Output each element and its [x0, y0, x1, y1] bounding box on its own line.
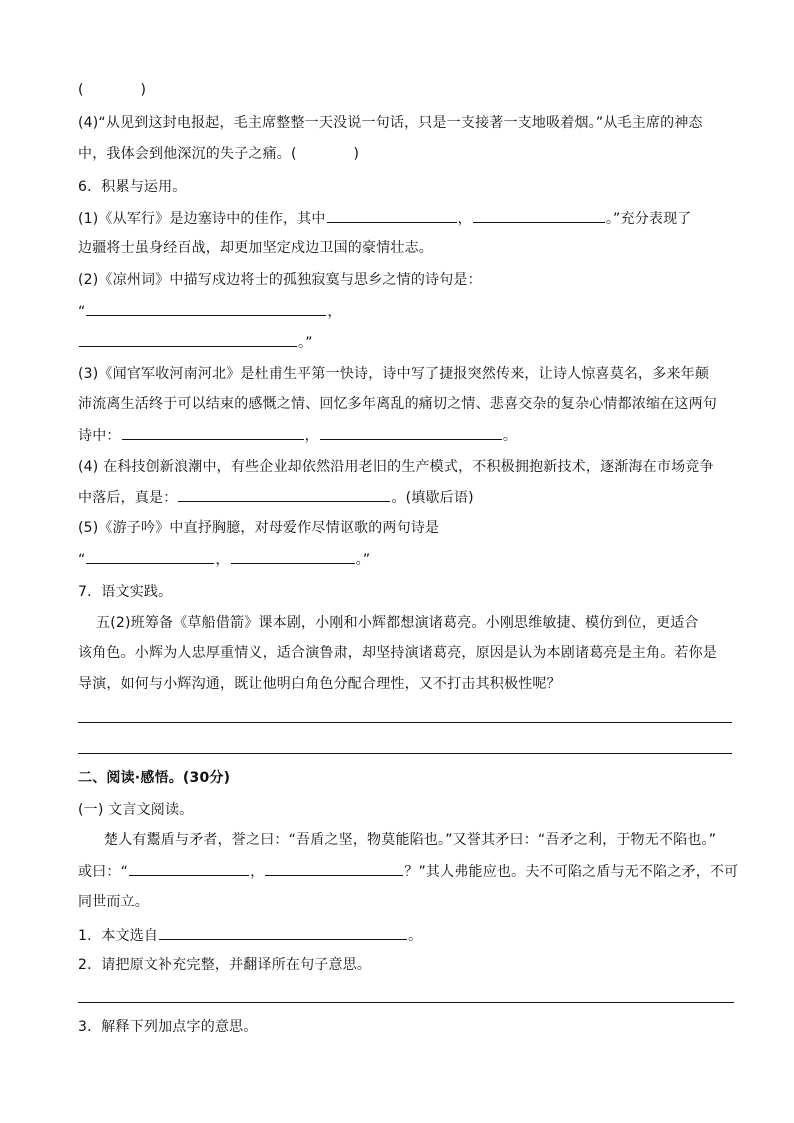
classical-text-line3: 同世而立。 [78, 894, 149, 910]
q6-item2-line2 [78, 301, 342, 322]
answer-blank[interactable] [86, 549, 214, 564]
reading-q1 [78, 925, 422, 946]
answer-blank[interactable] [86, 301, 326, 316]
answer-paren-line: ( ) [78, 82, 147, 98]
answer-line[interactable] [78, 1002, 734, 1003]
answer-blank[interactable] [159, 925, 407, 940]
answer-blank[interactable] [122, 425, 304, 440]
q7-para-line3: 导演，如何与小辉沟通，既让他明白角色分配合理性，又不打击其积极性呢？ [78, 676, 561, 692]
classical-text-line2 [78, 861, 738, 882]
answer-blank[interactable] [129, 861, 249, 876]
reading-q1-text: 1．本文选自 [78, 928, 159, 944]
open-quote: “ [78, 304, 86, 320]
q7-title: 7．语文实践。 [78, 584, 173, 600]
q6-item5-line2 [78, 549, 370, 570]
section-title: 二、阅读·感悟。(30分) [78, 770, 231, 786]
classical-text-tail: ？”其人弗能应也。夫不可陷之盾与无不陷之矛，不可 [404, 864, 739, 880]
q7-para-line2: 该角色。小辉为人忠厚重情义，适合演鲁肃，却坚持演诸葛亮，原因是认为本剧诸葛亮是主角。若你是 [78, 645, 717, 661]
answer-line[interactable] [78, 753, 732, 754]
separator: ， [304, 428, 319, 444]
period: 。 [408, 928, 423, 944]
answer-blank[interactable] [79, 332, 297, 347]
answer-blank[interactable] [265, 861, 403, 876]
answer-blank[interactable] [178, 487, 390, 502]
q6-item3-text: 诗中： [78, 428, 121, 444]
separator: ， [215, 552, 230, 568]
separator: ， [250, 864, 265, 880]
q6-item1-line1 [78, 208, 692, 229]
answer-blank[interactable] [473, 208, 605, 223]
close-quote: 。” [298, 335, 313, 351]
q6-item4-line1: (4) 在科技创新浪潮中，有些企业却依然沿用老旧的生产模式，不积极拥抱新技术，逐渐海在市场竞争 [78, 459, 714, 475]
q6-item3-line2: 沛流离生活终于可以结束的感慨之情、回忆多年离乱的痛切之情、悲喜交杂的复杂心情都浓缩在这两句 [78, 396, 717, 412]
q7-para-line1: 五(2)班筹备《草船借箭》课本剧，小刚和小辉都想演诸葛亮。小刚思维敏捷、模仿到位，更适合 [96, 615, 699, 631]
q6-item4-text: 中落后，真是： [78, 490, 178, 506]
answer-line[interactable] [78, 722, 732, 723]
q6-item2-line3 [78, 332, 313, 353]
q6-item3-line3 [78, 425, 517, 446]
q6-item1-tail: 。”充分表现了 [605, 211, 692, 227]
answer-blank[interactable] [320, 425, 502, 440]
separator: ， [327, 304, 342, 320]
q6-item4-line2 [78, 487, 474, 508]
q6-item1-line2: 边疆将士虽身经百战，却更加坚定戍边卫国的豪情壮志。 [78, 240, 433, 256]
q6-item2-line1: (2)《凉州词》中描写戍边将士的孤独寂寞与思乡之情的诗句是： [78, 272, 482, 288]
q6-title: 6．积累与运用。 [78, 179, 187, 195]
classical-text-lead: 或曰：“ [78, 864, 129, 880]
close-quote: 。” [355, 552, 371, 568]
answer-blank[interactable] [327, 208, 457, 223]
q6-item1-text: (1)《从军行》是边塞诗中的佳作，其中 [78, 211, 326, 227]
q5-item4-line2: 中，我体会到他深沉的失子之痛。( ) [78, 146, 360, 162]
q6-item3-line1: (3)《闻官军收河南河北》是杜甫生平第一快诗，诗中写了捷报突然传来，让诗人惊喜莫名，多来年颠 [78, 366, 710, 382]
q6-item5-line1: (5)《游子吟》中直抒胸臆，对母爱作尽情讴歌的两句诗是 [78, 520, 440, 536]
reading-q2: 2．请把原文补充完整，并翻译所在句子意思。 [78, 957, 372, 973]
q6-item4-tail: 。(填歇后语) [391, 490, 474, 506]
subsection-title: (一) 文言文阅读。 [78, 802, 194, 818]
period: 。 [502, 428, 518, 444]
reading-q3: 3．解释下列加点字的意思。 [78, 1019, 258, 1035]
answer-blank[interactable] [231, 549, 355, 564]
q5-item4-line1: (4)“从见到这封电报起，毛主席整整一天没说一句话，只是一支接著一支地吸着烟。”从毛主席的神态 [78, 115, 703, 131]
classical-text-line1: 楚人有鬻盾与矛者，誉之曰：“吾盾之坚，物莫能陷也。”又誉其矛曰：“吾矛之利，于物无不陷也。” [104, 832, 717, 848]
open-quote: “ [78, 552, 86, 568]
separator: ， [457, 211, 472, 227]
